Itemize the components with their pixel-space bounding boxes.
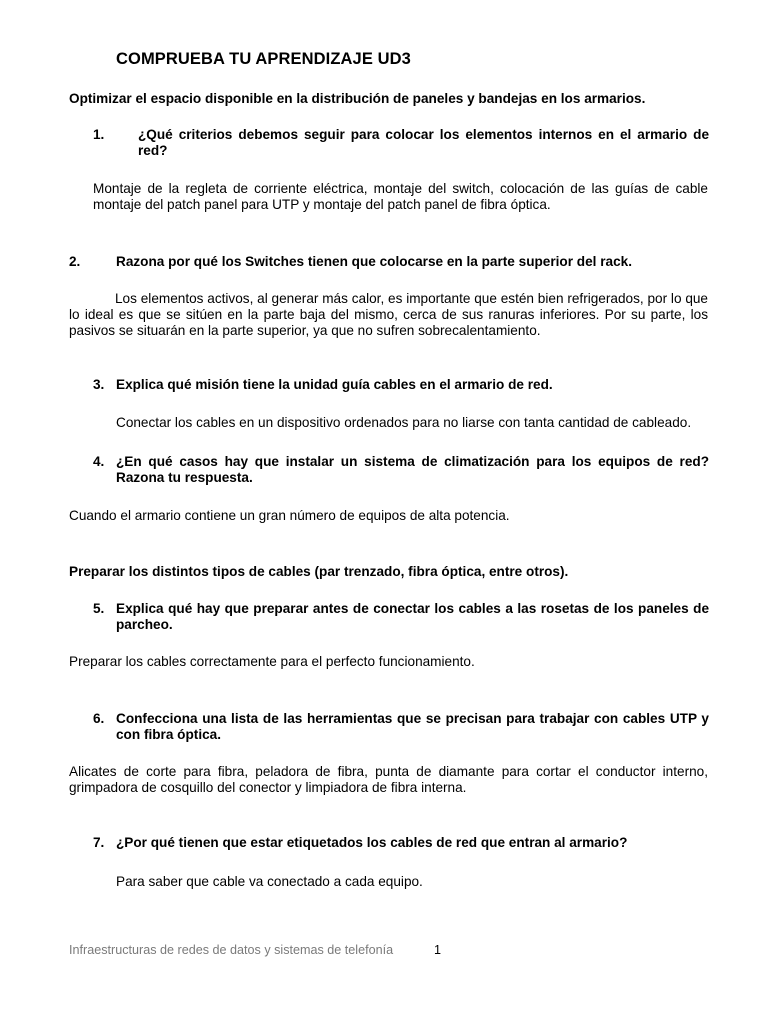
question-text-7: ¿Por qué tienen que estar etiquetados los cables de red que entran al armario? (116, 835, 628, 850)
question-text-4: ¿En qué casos hay que instalar un sistema de climatización para los equipos de red? Razona tu respuesta. (116, 454, 709, 485)
question-text-1: ¿Qué criterios debemos seguir para colocar los elementos internos en el armario de red? (138, 127, 709, 158)
question-number-6: 6. (93, 711, 105, 726)
answer-text-1: Montaje de la regleta de corriente eléctrica, montaje del switch, colocación de las guías de cable montaje del patch panel para UTP y montaje del patch panel de fibra óptica. (93, 181, 708, 212)
page-title: COMPRUEBA TU APRENDIZAJE UD3 (116, 50, 411, 68)
question-number-4: 4. (93, 454, 105, 469)
answer-text-7: Para saber que cable va conectado a cada equipo. (116, 874, 423, 889)
question-number-1: 1. (93, 127, 105, 142)
question-number-5: 5. (93, 601, 105, 616)
footer-text: Infraestructuras de redes de datos y sistemas de telefonía (69, 943, 394, 957)
answer-text-5: Preparar los cables correctamente para el perfecto funcionamiento. (69, 654, 475, 669)
question-text-2: Razona por qué los Switches tienen que colocarse en la parte superior del rack. (116, 254, 632, 269)
answer-text-2: Los elementos activos, al generar más calor, es importante que estén bien refrigerados, por lo que lo ideal es que se sitúen en la parte baja del mismo, cerca de sus ranuras inferiores. Por su parte, los pasivos se situarán en la parte superior, ya que no sufren sobrecalentamiento. (69, 291, 708, 338)
question-number-7: 7. (93, 835, 105, 850)
page-number: 1 (434, 943, 442, 957)
answer-text-4: Cuando el armario contiene un gran número de equipos de alta potencia. (69, 508, 510, 523)
question-text-3: Explica qué misión tiene la unidad guía cables en el armario de red. (116, 377, 553, 392)
question-text-5: Explica qué hay que preparar antes de conectar los cables a las rosetas de los paneles de parcheo. (116, 601, 709, 632)
section-heading-1: Optimizar el espacio disponible en la distribución de paneles y bandejas en los armarios. (69, 91, 646, 106)
question-text-6: Confecciona una lista de las herramientas que se precisan para trabajar con cables UTP y con fibra óptica. (116, 711, 709, 742)
answer-text-3: Conectar los cables en un dispositivo ordenados para no liarse con tanta cantidad de cableado. (116, 415, 692, 430)
section-heading-2: Preparar los distintos tipos de cables (par trenzado, fibra óptica, entre otros). (69, 564, 569, 579)
question-number-2: 2. (69, 254, 81, 269)
question-number-3: 3. (93, 377, 105, 392)
answer-text-6: Alicates de corte para fibra, peladora de fibra, punta de diamante para cortar el conductor interno, grimpadora de cosquillo del conector y limpiadora de fibra interna. (69, 764, 708, 795)
